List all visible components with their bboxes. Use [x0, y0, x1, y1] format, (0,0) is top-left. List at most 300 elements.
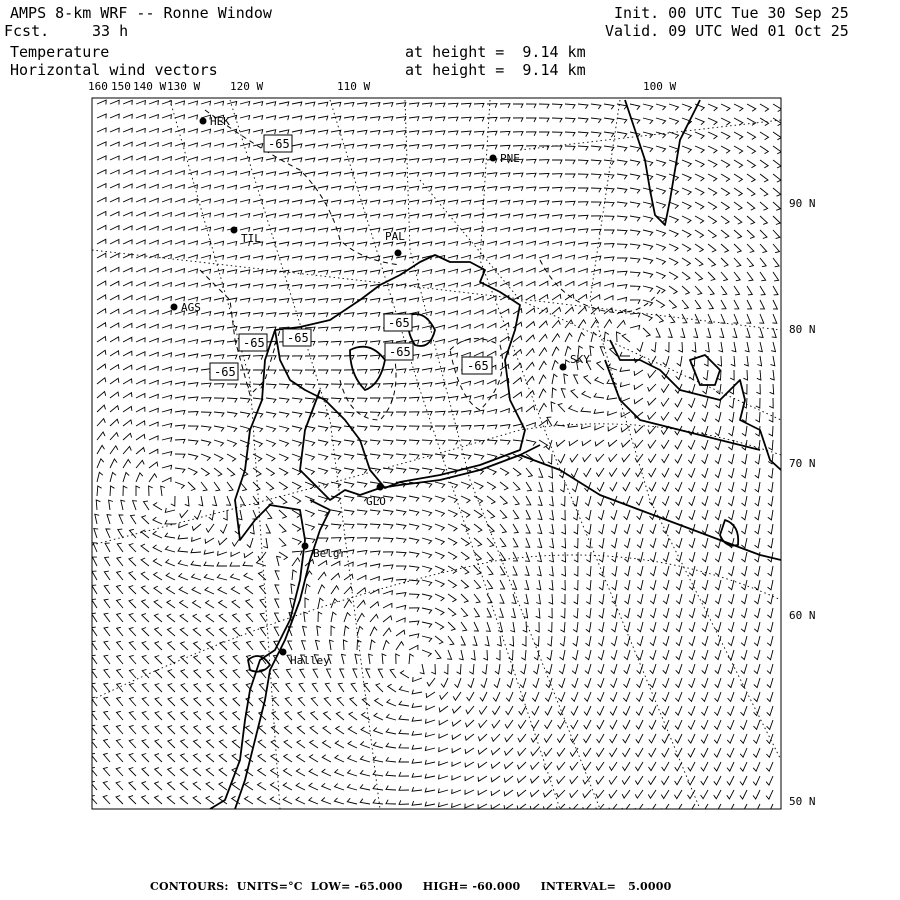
wind-barb — [116, 753, 123, 762]
wind-barb — [227, 171, 237, 175]
wind-barb — [622, 776, 630, 784]
wind-barb — [585, 650, 591, 660]
wind-barb — [630, 188, 640, 193]
wind-barb — [754, 692, 760, 702]
wind-barb — [207, 698, 214, 706]
wind-barb — [435, 228, 445, 232]
wind-barb — [409, 242, 419, 246]
wind-barb — [292, 102, 302, 106]
wind-barb — [161, 486, 165, 496]
wind-barb — [284, 768, 293, 776]
wind-barb — [284, 726, 292, 734]
wind-barb — [634, 370, 643, 375]
wind-barb — [188, 412, 198, 416]
wind-barb — [766, 762, 773, 771]
wind-barb — [340, 669, 345, 678]
wind-barb — [669, 118, 679, 124]
wind-barb — [760, 174, 768, 182]
wind-barb — [162, 129, 171, 134]
wind-barb — [448, 382, 458, 386]
wind-barb — [396, 510, 406, 515]
wind-barb — [549, 552, 553, 562]
wind-barb — [500, 580, 505, 589]
wind-barb — [422, 117, 432, 121]
wind-barb — [409, 654, 414, 664]
wind-barb — [695, 174, 704, 181]
wind-barb — [728, 692, 734, 701]
wind-barb — [214, 440, 224, 446]
wind-barb — [695, 286, 702, 295]
wind-barb — [586, 566, 591, 576]
wind-barb — [292, 454, 301, 461]
wind-barb — [714, 790, 721, 799]
wind-barb — [322, 755, 331, 762]
wind-barb — [116, 782, 123, 791]
wind-barb — [279, 510, 286, 518]
wind-barb — [422, 172, 432, 176]
wind-barb — [188, 185, 198, 190]
wind-barb — [702, 622, 708, 632]
wind-barb — [663, 678, 670, 687]
wind-barb — [149, 268, 158, 273]
wind-barb — [142, 642, 149, 651]
wind-barb — [578, 229, 588, 233]
wind-barb — [188, 199, 198, 204]
wind-barb — [595, 425, 604, 430]
wind-barb — [386, 786, 396, 790]
wind-barb — [175, 227, 184, 231]
wind-barb — [728, 468, 734, 478]
wind-barb — [201, 398, 211, 402]
wind-barb — [362, 712, 371, 720]
wind-barb — [637, 594, 643, 604]
wind-barb — [636, 748, 643, 757]
wind-barb — [591, 243, 601, 247]
wind-barb — [760, 146, 768, 154]
wind-barb — [551, 402, 555, 412]
wind-barb — [149, 170, 158, 174]
wind-barb — [218, 587, 227, 594]
wind-barb — [360, 770, 370, 776]
wind-barb — [311, 697, 318, 706]
wind-barb — [344, 574, 353, 580]
wind-barb — [136, 212, 145, 216]
wind-barb — [453, 706, 462, 713]
wind-barb — [746, 328, 750, 338]
wind-barb — [448, 186, 458, 190]
wind-barb — [727, 790, 734, 799]
wind-barb — [257, 797, 266, 805]
wind-barb — [474, 296, 483, 300]
wind-barb — [123, 114, 132, 118]
wind-barb — [611, 622, 617, 632]
wind-barb — [318, 144, 328, 148]
wind-barb — [123, 268, 132, 272]
wind-barb — [292, 186, 302, 190]
wind-barb — [312, 683, 318, 692]
wind-barb — [682, 244, 691, 251]
wind-barb — [142, 796, 149, 804]
wind-barb — [610, 482, 617, 491]
wind-barb — [361, 727, 370, 734]
wind-barb — [246, 726, 254, 734]
wind-barb — [544, 790, 553, 797]
wind-barb — [625, 580, 631, 590]
wind-barb — [680, 328, 684, 338]
wind-barb — [344, 482, 354, 488]
wind-barb — [297, 726, 305, 734]
wind-barb — [168, 670, 175, 679]
wind-barb — [296, 783, 305, 790]
wind-barb — [586, 594, 591, 604]
wind-barb — [650, 524, 656, 534]
wind-barb — [357, 228, 367, 232]
wind-barb — [253, 200, 263, 204]
wind-barb — [526, 468, 532, 477]
wind-barb — [412, 759, 422, 763]
wind-barb — [552, 187, 562, 191]
wind-barb — [155, 740, 162, 749]
wind-barb — [708, 118, 717, 125]
wind-barb — [598, 510, 604, 520]
wind-barb — [610, 748, 618, 757]
wind-barb — [104, 739, 110, 748]
wind-barb — [480, 692, 487, 701]
wind-barb — [695, 118, 704, 125]
wind-barb — [194, 726, 201, 734]
wind-barb — [661, 790, 669, 799]
wind-barb — [142, 754, 149, 763]
wind-barb — [598, 678, 604, 687]
wind-barb — [266, 299, 276, 303]
wind-barb — [597, 706, 604, 715]
wind-barb — [142, 516, 149, 524]
wind-barb — [240, 130, 250, 134]
wind-barb — [565, 228, 575, 232]
wind-barb — [413, 677, 422, 681]
wind-barb — [357, 550, 367, 554]
wind-barb — [635, 762, 643, 771]
wind-barb — [435, 159, 445, 163]
wind-barb — [595, 440, 604, 446]
wind-barb — [747, 230, 754, 238]
wind-barb — [539, 241, 549, 245]
wind-barb — [97, 472, 103, 482]
wind-barb — [656, 244, 665, 250]
wind-barb — [669, 314, 675, 323]
wind-barb — [474, 241, 484, 245]
temperature-contours — [200, 110, 660, 420]
wind-barb — [643, 230, 653, 236]
wind-barb — [663, 580, 669, 590]
wind-barb — [214, 213, 224, 217]
wind-barb — [292, 200, 302, 204]
wind-barb — [578, 282, 587, 287]
wind-barb — [168, 726, 175, 734]
wind-barb — [487, 538, 494, 547]
wind-barb — [773, 174, 781, 182]
wind-barb — [474, 200, 484, 204]
wind-barb — [106, 529, 111, 538]
wind-barb — [188, 227, 198, 231]
wind-barb — [565, 201, 575, 205]
wind-barb — [531, 734, 539, 742]
lon-label: 110 W — [337, 80, 371, 93]
wind-barb — [123, 323, 132, 328]
wind-barb — [258, 782, 267, 790]
wind-barb — [396, 566, 406, 570]
wind-barb — [129, 544, 136, 553]
wind-barb — [214, 426, 224, 432]
wind-barb — [245, 586, 253, 594]
wind-barb — [526, 362, 534, 370]
wind-barb — [435, 382, 445, 386]
wind-barb — [635, 440, 643, 448]
wind-barb — [318, 468, 328, 474]
wind-barb — [637, 342, 643, 352]
wind-barb — [526, 201, 536, 205]
wind-barb — [728, 580, 734, 590]
wind-barb — [435, 103, 445, 107]
wind-barb — [526, 335, 535, 342]
wind-barb — [637, 608, 643, 618]
wind-barb — [168, 754, 175, 762]
wind-barb — [207, 726, 214, 734]
wind-barb — [466, 706, 474, 714]
wind-barb — [574, 580, 578, 590]
wind-barb — [230, 562, 240, 566]
wind-barb — [721, 132, 730, 139]
wind-barb — [370, 228, 380, 232]
wind-barb — [574, 524, 578, 534]
wind-barb — [448, 214, 458, 218]
wind-barb — [382, 654, 386, 664]
wind-barb — [279, 116, 289, 120]
wind-barb — [500, 538, 506, 547]
contour-label: -65 — [268, 137, 290, 151]
wind-barb — [448, 396, 458, 400]
wind-barb — [461, 381, 471, 385]
wind-barb — [513, 145, 523, 149]
wind-barb — [188, 383, 198, 387]
wind-barb — [335, 769, 344, 776]
wind-barb — [637, 664, 643, 674]
wind-barb — [232, 740, 240, 748]
wind-barb — [233, 642, 240, 651]
wind-barb — [604, 188, 614, 193]
wind-barb — [539, 375, 546, 384]
wind-barb — [582, 391, 591, 398]
wind-barb — [538, 482, 542, 491]
wind-barb — [205, 587, 214, 594]
wind-barb — [474, 173, 484, 177]
wind-barb — [324, 712, 332, 720]
wind-barb — [650, 594, 656, 604]
wind-barb — [560, 650, 565, 660]
wind-barb — [461, 482, 470, 489]
wind-barb — [260, 641, 266, 650]
wind-barb — [727, 804, 734, 813]
wind-barb — [292, 551, 302, 555]
wind-barb — [104, 627, 110, 636]
wind-barb — [493, 692, 500, 701]
wind-barb — [474, 145, 484, 149]
wind-barb — [733, 314, 738, 323]
wind-barb — [609, 804, 617, 812]
wind-barb — [383, 117, 393, 121]
wind-barb — [548, 454, 552, 464]
wind-barb — [500, 200, 510, 204]
wind-barb — [409, 103, 419, 107]
wind-barb — [110, 337, 119, 342]
wind-barb — [227, 143, 237, 147]
wind-barb — [526, 406, 535, 412]
wind-barb — [648, 398, 656, 405]
wind-barb — [692, 342, 696, 352]
wind-barb — [179, 587, 188, 594]
wind-barb — [766, 776, 773, 785]
wind-barb — [539, 348, 547, 356]
wind-barb — [409, 621, 419, 625]
lat-label: 70 N — [789, 457, 816, 470]
coats-land-coast — [520, 455, 781, 560]
wind-barb — [201, 340, 211, 344]
wind-barb — [383, 591, 392, 595]
wind-barb — [310, 740, 318, 748]
wind-barb — [426, 719, 436, 723]
wind-barb — [149, 156, 158, 161]
wind-barb — [708, 216, 716, 224]
wind-barb — [383, 144, 393, 148]
wind-barb — [335, 755, 344, 762]
wind-barb — [663, 608, 669, 618]
wind-barb — [497, 636, 501, 646]
wind-barb — [331, 144, 341, 148]
wind-barb — [344, 327, 354, 331]
wind-barb — [506, 692, 513, 701]
wind-barb — [608, 426, 617, 431]
wind-barb — [760, 272, 766, 281]
wind-barb — [435, 566, 444, 573]
wind-barb — [500, 393, 509, 398]
wind-barb — [561, 608, 565, 618]
wind-barb — [110, 323, 119, 328]
wind-barb — [773, 258, 779, 267]
wind-barb — [166, 573, 175, 580]
wind-barb — [322, 769, 331, 776]
wind-barb — [617, 258, 627, 262]
wind-barb — [492, 720, 500, 728]
wind-barb — [669, 216, 678, 223]
wind-barb — [623, 748, 631, 757]
wind-barb — [344, 284, 354, 288]
wind-barb — [448, 145, 458, 149]
wind-barb — [500, 524, 506, 533]
wind-barb — [677, 356, 682, 366]
wind-barb — [310, 726, 318, 734]
wind-barb — [565, 174, 575, 178]
wind-barb — [383, 103, 393, 107]
wind-barb — [181, 642, 189, 650]
wind-barb — [240, 185, 250, 189]
wind-barb — [702, 608, 708, 618]
wind-barb — [617, 132, 627, 137]
wind-barb — [188, 440, 198, 445]
wind-barb — [565, 118, 575, 123]
meridian-90w — [590, 100, 781, 760]
wind-barb — [149, 101, 158, 105]
wind-barb — [611, 664, 617, 674]
wind-barb — [331, 341, 341, 345]
wind-barb — [409, 510, 419, 516]
wind-barb — [649, 762, 657, 771]
wind-barb — [701, 762, 708, 771]
wind-barb — [162, 227, 171, 231]
wind-barb — [465, 776, 474, 781]
wind-barb — [435, 242, 445, 246]
wind-barb — [474, 608, 479, 617]
wind-barb — [740, 762, 747, 771]
wind-barb — [742, 482, 748, 492]
wind-barb — [253, 384, 263, 388]
wind-barb — [136, 366, 145, 371]
wind-barb — [162, 283, 171, 288]
wind-barb — [650, 608, 656, 618]
wind-barb — [526, 440, 536, 446]
wind-barb — [617, 104, 627, 109]
wind-barb — [705, 342, 709, 352]
wind-barb — [526, 255, 535, 259]
wind-barb — [474, 622, 479, 631]
wind-barb — [539, 308, 548, 314]
wind-barb — [201, 326, 211, 330]
wind-barb — [117, 543, 123, 552]
wind-barb — [136, 156, 145, 161]
wind-barb — [231, 552, 240, 557]
wind-barb — [97, 405, 106, 412]
wind-barb — [313, 669, 318, 678]
wind-barb — [296, 769, 305, 776]
wind-barb — [175, 425, 185, 429]
wind-barb — [461, 242, 471, 246]
wind-barb — [370, 130, 380, 134]
wind-barb — [715, 440, 721, 450]
wind-barb — [539, 201, 549, 205]
wind-barb — [357, 426, 367, 431]
wind-barb — [214, 255, 224, 259]
wind-barb — [574, 375, 578, 384]
wind-barb — [383, 565, 393, 569]
wind-barb — [357, 510, 367, 515]
wind-barb — [526, 308, 535, 314]
wind-barb — [585, 678, 591, 688]
wind-barb — [526, 295, 535, 300]
wind-barb — [370, 158, 380, 162]
wind-barb — [357, 313, 367, 317]
wind-barb — [116, 725, 123, 734]
wind-barb — [773, 300, 777, 309]
wind-barb — [741, 692, 747, 702]
wind-barb — [702, 664, 708, 674]
wind-barb — [318, 510, 328, 516]
wind-barb — [104, 725, 110, 734]
wind-barb — [599, 608, 604, 618]
wind-barb — [622, 762, 630, 771]
wind-barb — [279, 412, 289, 417]
wind-barb — [539, 420, 548, 426]
wind-barb — [741, 538, 747, 548]
wind-barb — [409, 634, 419, 638]
